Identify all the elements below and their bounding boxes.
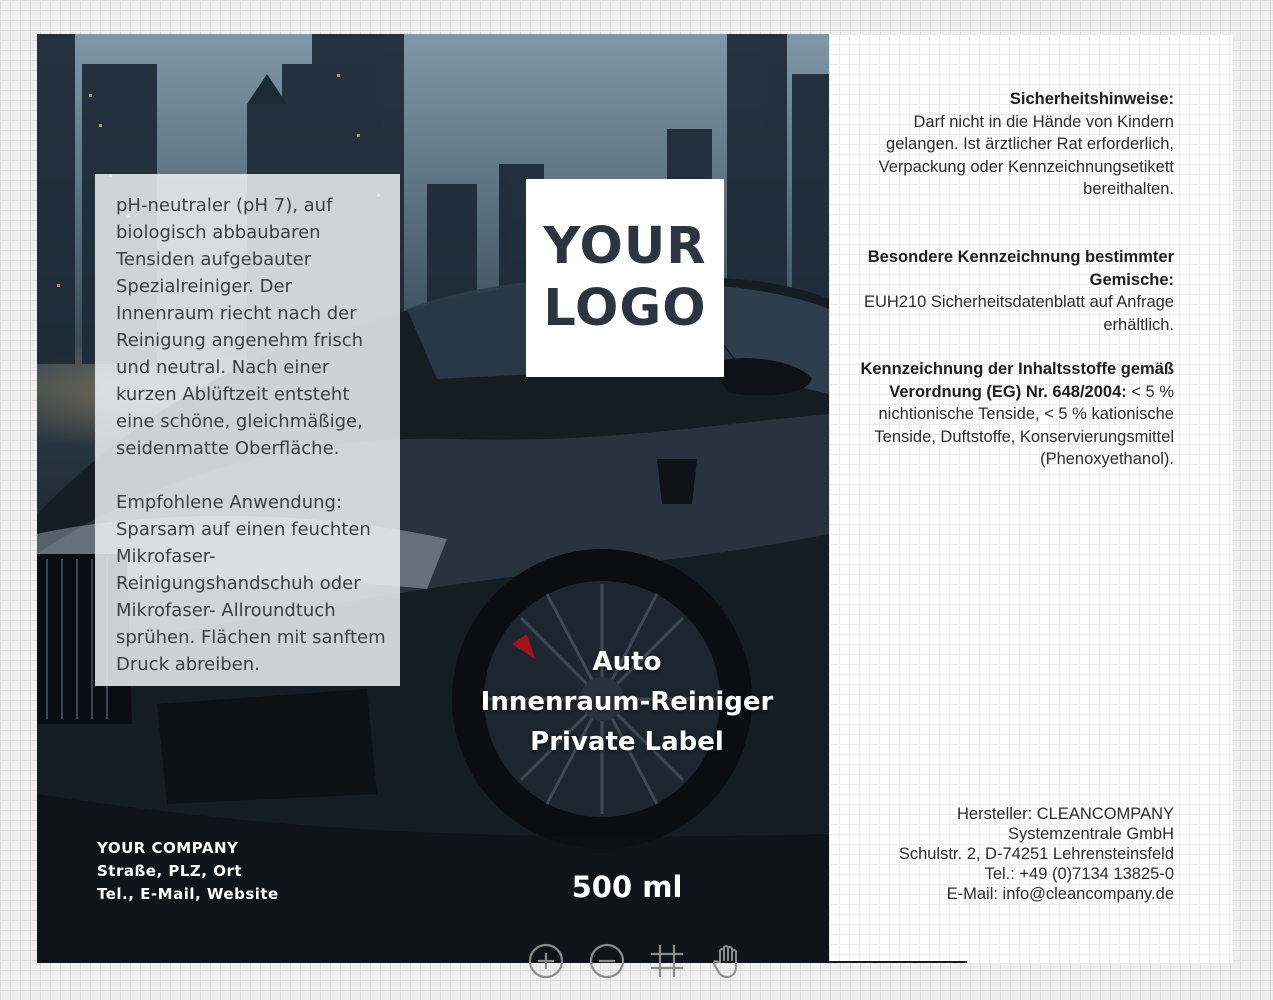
zoom-in-button[interactable]: [527, 941, 566, 981]
manufacturer-line-4: Tel.: +49 (0)7134 13825-0: [984, 865, 1174, 883]
company-name: YOUR COMPANY: [97, 839, 239, 857]
manufacturer-line-1: Hersteller: CLEANCOMPANY: [957, 805, 1174, 823]
crop-icon: [648, 942, 686, 980]
manufacturer-line-2: Systemzentrale GmbH: [1008, 825, 1174, 843]
product-title-line-1: Auto: [592, 647, 662, 677]
label-sheet: [37, 34, 1233, 963]
safety-heading: Sicherheitshinweise:: [1009, 90, 1174, 108]
front-panel: [37, 34, 829, 963]
company-contact: Tel., E-Mail, Website: [97, 885, 279, 903]
company-block: [97, 837, 279, 906]
ingredients-section: [854, 358, 1174, 471]
ingredients-text: < 5 % nichtionische Tenside, < 5 % kationische Tenside, Duftstoffe, Konservierungsmittel (Phenoxyethanol).: [874, 382, 1174, 469]
product-title: [457, 642, 797, 762]
safety-text: Darf nicht in die Hände von Kindern gelangen. Ist ärztlicher Rat erforderlich, Verpackung oder Kennzeichnungsetikett bereithalten.: [878, 112, 1174, 199]
back-panel: [829, 34, 1233, 963]
logo-line-2: LOGO: [543, 279, 707, 338]
crop-button[interactable]: [648, 941, 687, 981]
zoom-out-button[interactable]: [588, 941, 627, 981]
manufacturer-line-5: E-Mail: info@cleancompany.de: [946, 885, 1174, 903]
ingredients-heading: Kennzeichnung der Inhaltsstoffe gemäß Verordnung (EG) Nr. 648/2004:: [860, 360, 1174, 401]
manufacturer-line-3: Schulstr. 2, D-74251 Lehrensteinsfeld: [898, 845, 1174, 863]
safety-section: [854, 88, 1174, 201]
manufacturer-block: [854, 804, 1174, 904]
logo-placeholder: [526, 179, 724, 377]
zoom-out-icon: [588, 942, 626, 980]
special-labelling-text: EUH210 Sicherheitsdatenblatt auf Anfrage erhältlich.: [863, 293, 1174, 334]
product-title-line-2: Innenraum-Reiniger: [480, 687, 774, 717]
product-volume: 500 ml: [571, 870, 683, 904]
special-labelling-heading: Besondere Kennzeichnung bestimmter Gemische:: [867, 248, 1174, 289]
pan-button[interactable]: [709, 941, 748, 981]
special-labelling-section: [854, 246, 1174, 336]
product-title-line-3: Private Label: [530, 727, 724, 757]
viewer-toolbar: [527, 940, 747, 982]
product-description-text: pH-neutraler (pH 7), auf biologisch abbaubaren Tensiden aufgebauter Spezialreiniger. Der Innenraum riecht nach der Reinigung angenehm frisch und neutral. Nach einer kurzen Ablüftzeit entsteht eine schöne, gleichmäßige, seidenmatte Oberfläche. Empfohlene Anwendung: Sparsam auf einen feuchten Mikrofaser-Reinigungshandschuh oder Mikrofaser- Allroundtuch sprühen. Flächen mit sanftem Druck abreiben.: [116, 195, 386, 675]
page-edge-line: [829, 961, 967, 963]
hand-icon: [709, 942, 747, 980]
company-address: Straße, PLZ, Ort: [97, 862, 243, 880]
zoom-in-icon: [527, 942, 565, 980]
logo-line-1: YOUR: [543, 217, 707, 276]
